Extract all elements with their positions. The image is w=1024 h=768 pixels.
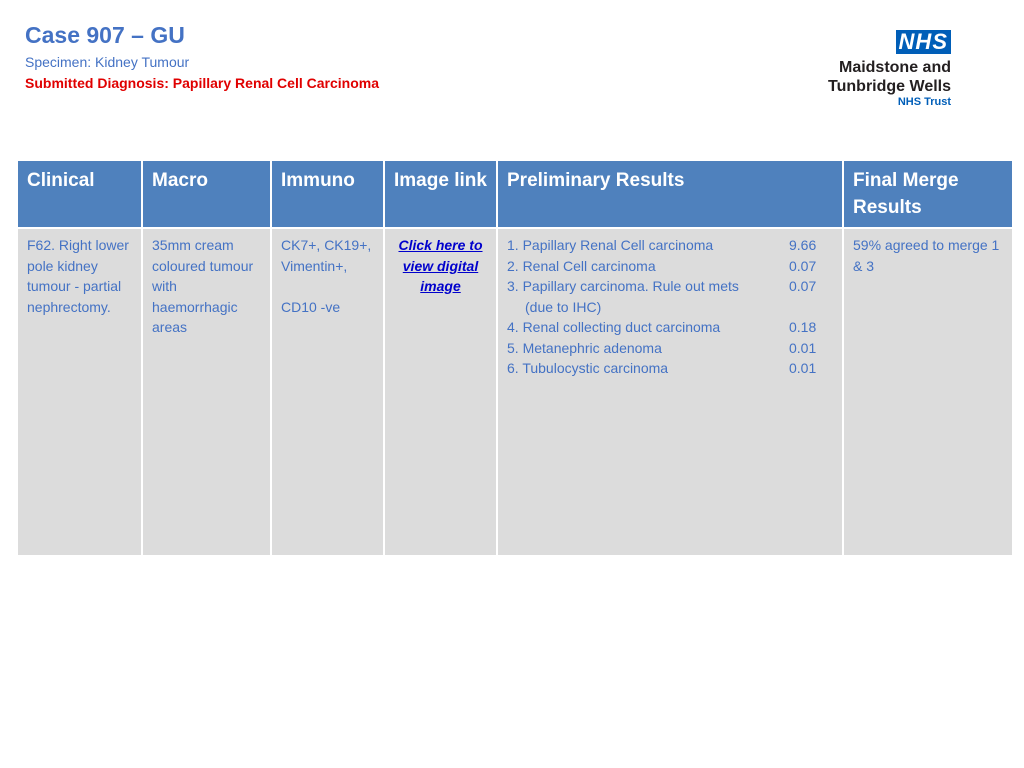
specimen-label: Specimen: Kidney Tumour xyxy=(25,54,190,70)
result-label: 6. Tubulocystic carcinoma xyxy=(507,360,669,376)
result-row xyxy=(507,256,833,277)
case-table xyxy=(16,159,1014,557)
clinical-cell: F62. Right lower pole kidney tumour - partial nephrectomy. xyxy=(17,228,142,556)
header-immuno: Immuno xyxy=(271,160,384,228)
result-label: 2. Renal Cell carcinoma xyxy=(507,257,656,274)
immuno-line-1: CK7+, CK19+, Vimentin+, xyxy=(281,237,372,274)
result-label: 3. Papillary carcinoma. Rule out mets xyxy=(507,278,739,294)
logo-line-3: NHS Trust xyxy=(897,96,951,108)
case-title: Case 907 – GU xyxy=(25,22,185,48)
result-row xyxy=(507,338,833,359)
result-value: 9.66 xyxy=(789,237,817,253)
logo-line-1: Maidstone and xyxy=(838,59,951,76)
result-label: 5. Metanephric adenoma xyxy=(507,339,662,356)
nhs-trust-logo xyxy=(828,30,951,109)
result-row xyxy=(507,317,833,338)
header-preliminary-results: Preliminary Results xyxy=(497,160,843,228)
table-header-row xyxy=(17,160,1013,228)
table-row xyxy=(17,228,1013,556)
header-macro: Macro xyxy=(142,160,271,228)
final-merge-cell: 59% agreed to merge 1 & 3 xyxy=(843,228,1013,556)
result-label: 4. Renal collecting duct carcinoma xyxy=(507,319,721,335)
header-clinical: Clinical xyxy=(17,160,142,228)
header-final-merge-results: Final Merge Results xyxy=(843,160,1013,228)
immuno-cell xyxy=(271,228,384,556)
result-row xyxy=(507,358,833,379)
immuno-line-2: CD10 -ve xyxy=(281,298,341,315)
image-link-cell xyxy=(384,228,497,556)
result-value: 0.07 xyxy=(789,257,817,274)
result-sub-note: (due to IHC) xyxy=(525,298,602,315)
nhs-logo-icon: NHS xyxy=(896,30,951,54)
result-value: 0.18 xyxy=(789,319,817,335)
result-value: 0.01 xyxy=(789,339,817,356)
macro-cell: 35mm cream coloured tumour with haemorrhagic areas xyxy=(142,228,271,556)
result-value: 0.07 xyxy=(789,278,817,294)
logo-line-2: Tunbridge Wells xyxy=(828,78,951,95)
submitted-diagnosis: Submitted Diagnosis: Papillary Renal Cell Carcinoma xyxy=(25,75,379,91)
result-row xyxy=(507,276,833,297)
header-image-link: Image link xyxy=(384,160,497,228)
view-digital-image-link[interactable]: Click here to view digital image xyxy=(398,237,483,294)
preliminary-results-cell xyxy=(497,228,843,556)
result-value: 0.01 xyxy=(789,360,817,376)
result-row xyxy=(507,235,833,256)
result-label: 1. Papillary Renal Cell carcinoma xyxy=(507,237,714,253)
